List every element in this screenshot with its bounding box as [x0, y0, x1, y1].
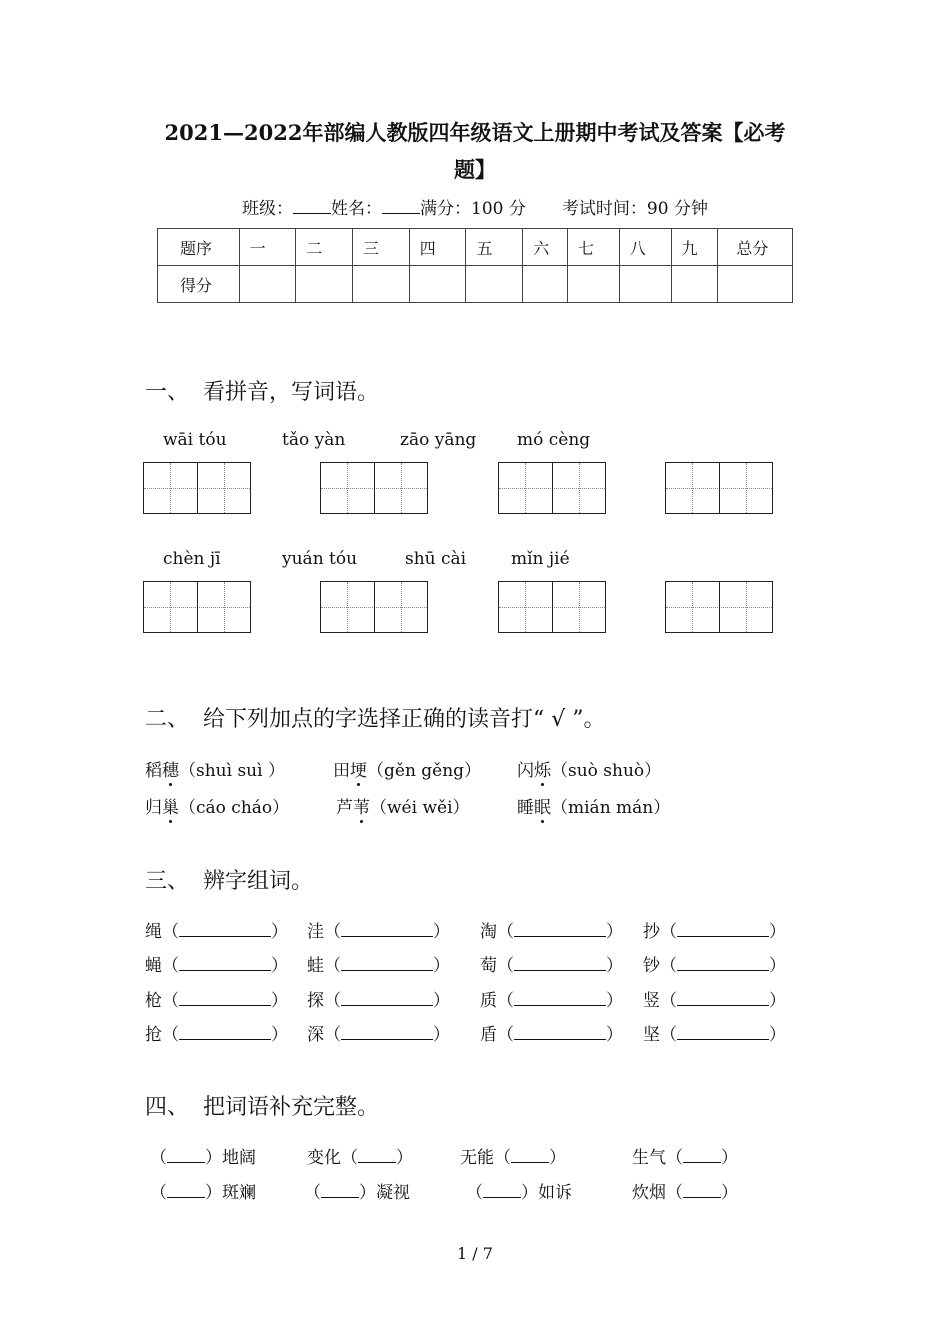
writing-grid[interactable]: [665, 462, 773, 514]
answer-blank[interactable]: [358, 1148, 396, 1163]
paren-open: （: [666, 1183, 683, 1203]
score-table: [157, 228, 793, 303]
answer-blank[interactable]: [677, 1025, 769, 1040]
pinyin-prompt: yuán tóu: [282, 549, 358, 569]
phrase-text: 凝视: [376, 1183, 410, 1203]
answer-blank[interactable]: [514, 1025, 606, 1040]
answer-blank[interactable]: [321, 1183, 359, 1198]
score-header-cell: 一: [239, 229, 296, 266]
score-header-cell: 四: [409, 229, 466, 266]
compare-char: 抄: [643, 922, 660, 942]
answer-blank[interactable]: [511, 1148, 549, 1163]
char-compare-item[interactable]: [643, 1020, 786, 1045]
paren-open: （: [494, 1148, 511, 1168]
writing-grid[interactable]: [498, 581, 606, 633]
score-header-cell: 二: [296, 229, 353, 266]
paren-open: （: [666, 1148, 683, 1168]
paren-open: （: [497, 1025, 514, 1045]
section-number: 三、: [145, 869, 190, 894]
score-cell[interactable]: [568, 266, 620, 303]
page-number: 1 / 7: [457, 1244, 493, 1263]
pinyin-prompt: shū cài: [405, 549, 467, 569]
compare-char: 深: [307, 1025, 324, 1045]
answer-blank[interactable]: [683, 1148, 721, 1163]
paren-close: ）: [769, 991, 786, 1011]
paren-close: ）: [606, 922, 623, 942]
answer-blank[interactable]: [514, 922, 606, 937]
full-score: 满分：100 分: [420, 199, 526, 219]
phrase-complete-item[interactable]: [460, 1143, 566, 1168]
phrase-complete-item[interactable]: [150, 1178, 256, 1203]
phrase-complete-item[interactable]: [150, 1143, 256, 1168]
class-blank[interactable]: [293, 197, 331, 214]
reading-char: 闪: [517, 761, 534, 781]
writing-grid[interactable]: [320, 462, 428, 514]
paren-open: （: [150, 1183, 167, 1203]
section-3-heading: [145, 864, 313, 895]
section-title: 给下列加点的字选择正确的读音打“ √ ”。: [203, 707, 606, 732]
paren-open: （: [324, 956, 341, 976]
compare-char: 抢: [145, 1025, 162, 1045]
paren-open: （: [660, 922, 677, 942]
reading-options: （mián mán）: [551, 798, 671, 818]
score-cell[interactable]: [239, 266, 296, 303]
score-cell[interactable]: [296, 266, 353, 303]
exam-time: 考试时间：90 分钟: [561, 199, 708, 219]
char-compare-item[interactable]: [307, 986, 450, 1011]
reading-item[interactable]: [517, 756, 661, 781]
pinyin-prompt: mó cèng: [517, 430, 591, 450]
section-1-heading: [145, 375, 379, 406]
phrase-text: 无能: [460, 1148, 494, 1168]
paren-open: （: [660, 991, 677, 1011]
compare-char: 钞: [643, 956, 660, 976]
section-2-heading: [145, 702, 606, 733]
reading-item[interactable]: [145, 793, 289, 818]
compare-char: 淘: [480, 922, 497, 942]
score-header-cell: 总分: [718, 229, 793, 266]
answer-blank[interactable]: [167, 1148, 205, 1163]
paren-close: ）: [769, 1025, 786, 1045]
score-cell[interactable]: [466, 266, 523, 303]
paren-open: （: [162, 991, 179, 1011]
paren-close: ）: [205, 1183, 222, 1203]
answer-blank[interactable]: [677, 956, 769, 971]
section-4-heading: [145, 1090, 379, 1121]
paren-close: ）: [433, 922, 450, 942]
compare-char: 洼: [307, 922, 324, 942]
paren-open: （: [162, 922, 179, 942]
score-cell[interactable]: [409, 266, 466, 303]
paren-close: ）: [271, 1025, 288, 1045]
compare-char: 坚: [643, 1025, 660, 1045]
answer-blank[interactable]: [514, 991, 606, 1006]
writing-grid[interactable]: [498, 462, 606, 514]
section-number: 四、: [145, 1095, 190, 1120]
char-compare-item[interactable]: [145, 986, 288, 1011]
section-title: 辨字组词。: [203, 869, 314, 894]
paren-close: ）: [606, 956, 623, 976]
paren-close: ）: [205, 1148, 222, 1168]
paren-close: ）: [721, 1148, 738, 1168]
paren-close: ）: [271, 956, 288, 976]
answer-blank[interactable]: [483, 1183, 521, 1198]
score-header-cell: 八: [619, 229, 671, 266]
phrase-text: 炊烟: [632, 1183, 666, 1203]
paren-close: ）: [721, 1183, 738, 1203]
dotted-char: 埂: [350, 756, 367, 781]
paren-close: ）: [433, 1025, 450, 1045]
reading-options: （gěn gěng）: [367, 761, 482, 781]
reading-char: 芦: [336, 798, 353, 818]
answer-blank[interactable]: [341, 1025, 433, 1040]
reading-item[interactable]: [517, 793, 670, 818]
char-compare-item[interactable]: [307, 917, 450, 942]
answer-blank[interactable]: [677, 922, 769, 937]
answer-blank[interactable]: [179, 991, 271, 1006]
answer-blank[interactable]: [179, 922, 271, 937]
dotted-char: 巢: [162, 793, 179, 818]
paren-close: ）: [769, 922, 786, 942]
paren-open: （: [162, 956, 179, 976]
dotted-char: 烁: [534, 756, 551, 781]
answer-blank[interactable]: [179, 956, 271, 971]
paren-open: （: [150, 1148, 167, 1168]
phrase-complete-item[interactable]: [307, 1143, 413, 1168]
char-compare-item[interactable]: [145, 1020, 288, 1045]
paren-open: （: [660, 956, 677, 976]
class-label: 班级：: [242, 199, 294, 219]
score-header-cell: 九: [671, 229, 718, 266]
compare-char: 萄: [480, 956, 497, 976]
exam-info: [0, 194, 950, 219]
section-title: 把词语补充完整。: [203, 1095, 380, 1120]
pinyin-prompt: mǐn jié: [511, 549, 570, 569]
paren-open: （: [466, 1183, 483, 1203]
char-compare-item[interactable]: [145, 951, 288, 976]
char-compare-item[interactable]: [643, 986, 786, 1011]
writing-grid[interactable]: [665, 581, 773, 633]
answer-blank[interactable]: [341, 956, 433, 971]
phrase-complete-item[interactable]: [632, 1143, 738, 1168]
writing-grid[interactable]: [320, 581, 428, 633]
page-title-line2: 题】: [454, 157, 496, 182]
score-header-cell: 三: [353, 229, 410, 266]
paren-close: ）: [549, 1148, 566, 1168]
answer-blank[interactable]: [341, 922, 433, 937]
char-compare-item[interactable]: [145, 917, 288, 942]
compare-char: 枪: [145, 991, 162, 1011]
section-number: 二、: [145, 707, 190, 732]
pinyin-prompt: tǎo yàn: [282, 430, 346, 450]
char-compare-item[interactable]: [643, 951, 786, 976]
dotted-char: 苇: [353, 793, 370, 818]
char-compare-item[interactable]: [307, 951, 450, 976]
score-cell[interactable]: [353, 266, 410, 303]
paren-close: ）: [521, 1183, 538, 1203]
name-label: 姓名：: [331, 199, 383, 219]
paren-open: （: [324, 922, 341, 942]
score-table-header-row: [158, 229, 793, 266]
paren-close: ）: [433, 991, 450, 1011]
compare-char: 质: [480, 991, 497, 1011]
reading-char: 稻: [145, 761, 162, 781]
char-compare-item[interactable]: [480, 1020, 623, 1045]
paren-close: ）: [606, 1025, 623, 1045]
paren-close: ）: [271, 922, 288, 942]
reading-char: 睡: [517, 798, 534, 818]
score-header-cell: 七: [568, 229, 620, 266]
answer-blank[interactable]: [514, 956, 606, 971]
page-title-line1: 2021—2022年部编人教版四年级语文上册期中考试及答案【必考: [164, 120, 786, 145]
reading-char: 归: [145, 798, 162, 818]
reading-options: （cáo cháo）: [179, 798, 290, 818]
char-compare-item[interactable]: [480, 951, 623, 976]
char-compare-item[interactable]: [643, 917, 786, 942]
score-cell[interactable]: [671, 266, 718, 303]
paren-close: ）: [396, 1148, 413, 1168]
paren-open: （: [304, 1183, 321, 1203]
reading-options: （shuì suì ）: [179, 761, 285, 781]
score-header-cell: 五: [466, 229, 523, 266]
phrase-text: 如诉: [538, 1183, 572, 1203]
dotted-char: 穗: [162, 756, 179, 781]
paren-open: （: [324, 991, 341, 1011]
phrase-text: 变化: [307, 1148, 341, 1168]
reading-options: （wéi wěi）: [370, 798, 470, 818]
score-header-cell: 六: [523, 229, 568, 266]
phrase-complete-item[interactable]: [632, 1178, 738, 1203]
reading-item[interactable]: [333, 756, 481, 781]
paren-close: ）: [606, 991, 623, 1011]
reading-item[interactable]: [336, 793, 470, 818]
score-header-cell: 题序: [158, 229, 240, 266]
compare-char: 探: [307, 991, 324, 1011]
compare-char: 蝇: [145, 956, 162, 976]
score-cell[interactable]: [619, 266, 671, 303]
answer-blank[interactable]: [677, 991, 769, 1006]
paren-close: ）: [359, 1183, 376, 1203]
pinyin-prompt: zāo yāng: [400, 430, 477, 450]
compare-char: 绳: [145, 922, 162, 942]
paren-close: ）: [271, 991, 288, 1011]
reading-char: 田: [333, 761, 350, 781]
writing-grid[interactable]: [143, 581, 251, 633]
paren-open: （: [341, 1148, 358, 1168]
char-compare-item[interactable]: [480, 917, 623, 942]
phrase-text: 生气: [632, 1148, 666, 1168]
paren-open: （: [324, 1025, 341, 1045]
paren-open: （: [162, 1025, 179, 1045]
answer-blank[interactable]: [341, 991, 433, 1006]
score-cell[interactable]: [718, 266, 793, 303]
section-title: 看拼音，写词语。: [203, 380, 380, 405]
score-cell[interactable]: [523, 266, 568, 303]
paren-close: ）: [769, 956, 786, 976]
paren-close: ）: [433, 956, 450, 976]
paren-open: （: [497, 922, 514, 942]
score-table-score-row: [158, 266, 793, 303]
paren-open: （: [660, 1025, 677, 1045]
compare-char: 蛙: [307, 956, 324, 976]
writing-grid[interactable]: [143, 462, 251, 514]
phrase-complete-item[interactable]: [304, 1178, 410, 1203]
name-blank[interactable]: [382, 197, 420, 214]
phrase-text: 斑斓: [222, 1183, 256, 1203]
char-compare-item[interactable]: [307, 1020, 450, 1045]
pinyin-prompt: chèn jī: [163, 549, 221, 569]
pinyin-prompt: wāi tóu: [163, 430, 227, 450]
compare-char: 盾: [480, 1025, 497, 1045]
compare-char: 竖: [643, 991, 660, 1011]
dotted-char: 眠: [534, 793, 551, 818]
phrase-text: 地阔: [222, 1148, 256, 1168]
answer-blank[interactable]: [179, 1025, 271, 1040]
reading-options: （suò shuò）: [551, 761, 662, 781]
paren-open: （: [497, 956, 514, 976]
reading-item[interactable]: [145, 756, 285, 781]
answer-blank[interactable]: [683, 1183, 721, 1198]
phrase-complete-item[interactable]: [466, 1178, 572, 1203]
answer-blank[interactable]: [167, 1183, 205, 1198]
section-number: 一、: [145, 380, 190, 405]
paren-open: （: [497, 991, 514, 1011]
char-compare-item[interactable]: [480, 986, 623, 1011]
score-row-label: 得分: [158, 266, 240, 303]
